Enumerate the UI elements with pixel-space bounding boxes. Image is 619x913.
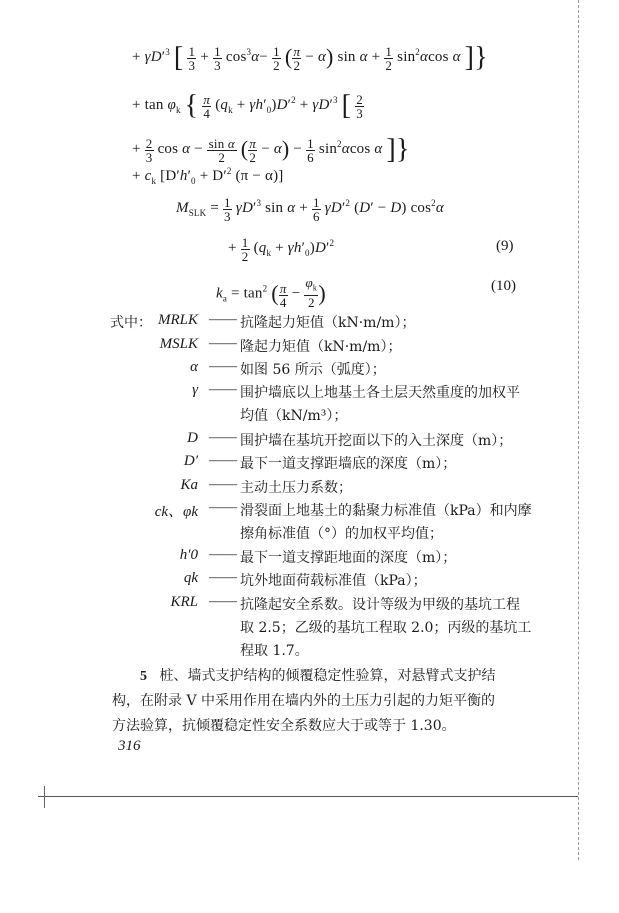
equation-line-7: $k_a = \tan^2 (\frac{\pi}{4} - \varphi_k$ 2 ) <box>216 275 326 310</box>
definition-text: 如图 56 所示（弧度）； <box>240 362 386 378</box>
definition-dash: —— <box>209 547 237 562</box>
paragraph-number: 5 <box>140 669 147 684</box>
definition-symbol: D′ <box>183 453 198 469</box>
definition-symbol: D <box>187 430 198 446</box>
definition-symbol: h′0 <box>179 547 198 563</box>
definition-item <box>0 547 619 569</box>
definitions-intro: 式中： <box>110 315 152 331</box>
definition-item <box>0 453 619 475</box>
definition-symbol: KRL <box>170 594 198 610</box>
equation-number-9: (9) <box>496 238 514 254</box>
definition-dash: —— <box>209 430 237 445</box>
definition-text: 滑裂面上地基土的黏聚力标准值（kPa）和内摩 <box>240 503 532 519</box>
definition-item <box>0 359 619 381</box>
definition-continuation: 擦角标准值（°）的加权平均值； <box>240 526 443 542</box>
definition-dash: —— <box>209 453 237 468</box>
definition-symbol: γ <box>192 382 198 398</box>
definition-item <box>0 594 619 616</box>
paragraph-line-3: 方法验算，抗倾覆稳定性安全系数应大于或等于 1.30。 <box>112 718 456 734</box>
equation-line-6: + 1 2 $(q_k + \gamma h'_0)D'^2$ <box>228 235 335 264</box>
definition-item <box>0 336 619 358</box>
body-paragraph <box>112 664 522 739</box>
definition-text: 最下一道支撑距墙底的深度（m）； <box>240 456 457 472</box>
definition-continuation: 取 2.5；乙级的基坑工程取 2.0；丙级的基坑工 <box>240 620 532 636</box>
equation-line-4: + $c_k$ [$D'h'_0 + D'^2$ (π − α)] <box>132 166 284 186</box>
definition-item <box>0 312 619 334</box>
definition-text: 坑外地面荷载标准值（kPa）； <box>240 573 427 589</box>
definition-continuation: 均值（kN/m³）； <box>240 408 348 424</box>
definition-dash: —— <box>209 312 237 327</box>
paragraph-text-1: 桩、墙式支护结构的倾覆稳定性验算，对悬臂式支护结 <box>159 668 496 684</box>
definition-item <box>0 430 619 452</box>
paragraph-line-1 <box>112 664 522 689</box>
definition-text: 隆起力矩值（kN·m/m）； <box>240 339 402 355</box>
definition-symbol: ck、φk <box>154 504 198 520</box>
definition-dash: —— <box>209 359 237 374</box>
definition-text: 围护墙在基坑开挖面以下的入土深度（m）； <box>240 433 513 449</box>
left-edge-mark <box>44 786 45 808</box>
equation-line-3: + 2 3 cos α − sin α 2 $(\frac{\pi}{2} - \alpha) - 1$ 6 $\sin^2\alpha\cos$ α ]} <box>132 134 410 165</box>
definition-continuation: 程取 1.7。 <box>240 643 309 659</box>
definition-dash: —— <box>209 594 237 609</box>
definition-dash: —— <box>209 382 237 397</box>
definition-item <box>0 477 619 499</box>
definition-text: 主动土压力系数； <box>240 480 352 496</box>
equation-line-5: $M_{SLK} = 1$ 3 $\gamma D'^3$ sin α + 1 6 $\gamma D'^2$ (D′ − D) $\cos^2\alpha$ <box>176 195 444 224</box>
definition-text: 抗隆起安全系数。设计等级为甲级的基坑工程 <box>240 597 520 613</box>
equation-number-10: (10) <box>491 278 516 294</box>
definition-symbol: MSLK <box>159 336 198 352</box>
equation-line-1: + $\gamma D'^3$ [ 1 3 + 1 3 $\cos^3\alpha- 1$ 2 $(\frac{\pi}{2} - \alpha)$ sin α + 1 2 $\sin^2\alpha\cos$ α ]} <box>132 42 488 73</box>
definition-dash: —— <box>209 570 237 585</box>
definition-item <box>0 570 619 592</box>
definition-symbol: Ka <box>180 477 198 493</box>
definition-item <box>0 500 619 522</box>
paragraph-line-2: 构，在附录 V 中采用作用在墙内外的土压力引起的力矩平衡的 <box>112 693 496 709</box>
definition-symbol: qk <box>183 570 198 586</box>
equation-line-2: + $\tan \varphi_k$ { $\frac{\pi}{4} (q_k + \gamma h'_0)D'^2 + \gamma D'^3$ [ 2 3 <box>132 90 363 121</box>
definition-dash: —— <box>209 477 237 492</box>
definition-text: 最下一道支撑距地面的深度（m）； <box>240 550 457 566</box>
definition-item <box>0 382 619 404</box>
definition-text: 围护墙底以上地基土各土层天然重度的加权平 <box>240 385 520 401</box>
definition-text: 抗隆起力矩值（kN·m/m）； <box>240 315 416 331</box>
page-number: 316 <box>118 738 141 754</box>
definition-symbol: MRLK <box>157 312 198 328</box>
bottom-edge-rule <box>38 796 578 797</box>
definition-dash: —— <box>209 500 237 515</box>
definition-symbol: α <box>190 359 198 375</box>
definition-dash: —— <box>209 336 237 351</box>
